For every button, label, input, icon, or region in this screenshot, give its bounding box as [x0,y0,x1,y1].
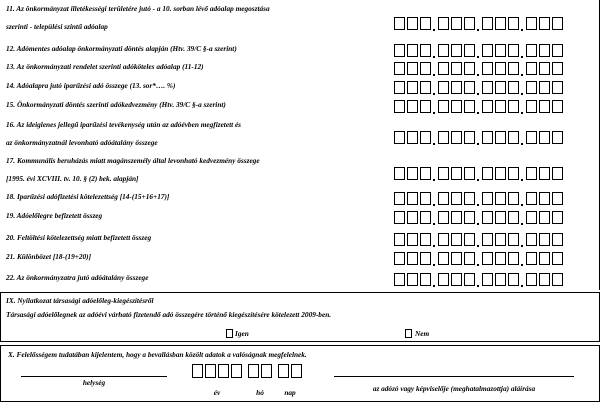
digit-box[interactable] [508,252,519,265]
digit-box[interactable] [539,131,550,144]
digit-box[interactable] [464,17,475,30]
digit-box[interactable] [495,100,506,113]
thousands-separator [433,273,436,286]
digit-box[interactable] [495,167,506,180]
thousands-separator [521,192,524,205]
digit-box[interactable] [482,252,493,265]
thousands-separator [477,17,480,30]
year-box-4[interactable] [231,364,242,378]
digit-box[interactable] [508,273,519,286]
digit-box[interactable] [482,233,493,246]
digit-box[interactable] [508,100,519,113]
thousands-separator [477,100,480,113]
digit-box[interactable] [482,81,493,94]
section10-title: X. Felelősségem tudatában kijelentem, hogy a bevallásban közölt adatok a valóságnak megfelelnek. [8,350,307,359]
row-label: 14. Adóalapra jutó iparűzési adó összege (13. sor*…. %) [6,81,176,90]
row-label: szerinti - települési szintű adóalap [6,22,108,31]
amount-boxes [394,62,565,75]
thousands-separator [477,62,480,75]
row-label: 15. Önkormányzati döntés szerinti adókedvezmény (Htv. 39/C §-a szerint) [6,100,226,109]
thousands-separator [433,131,436,144]
digit-box[interactable] [552,273,563,286]
digit-box[interactable] [420,233,431,246]
digit-box[interactable] [394,252,405,265]
row-label: 18. Iparűzési adófizetési kötelezettség [14-(15+16+17)] [6,192,170,201]
thousands-separator [521,17,524,30]
digit-box[interactable] [539,273,550,286]
digit-box[interactable] [526,131,537,144]
thousands-separator [433,100,436,113]
year-box-1[interactable] [192,364,203,378]
thousands-separator [521,62,524,75]
row-label: 22. Az önkormányzatra jutó adóátalány összege [6,273,149,282]
digit-box[interactable] [552,44,563,57]
thousands-separator [477,81,480,94]
thousands-separator [477,131,480,144]
thousands-separator [433,81,436,94]
thousands-separator [521,81,524,94]
digit-box[interactable] [438,44,449,57]
digit-box[interactable] [420,17,431,30]
digit-box[interactable] [451,62,462,75]
yes-label: Igen [235,329,249,338]
place-label: helység [82,378,106,387]
thousands-separator [521,167,524,180]
digit-box[interactable] [482,100,493,113]
row-label: 19. Adóelőlegre befizetett összeg [6,211,103,220]
digit-box[interactable] [464,131,475,144]
digit-box[interactable] [464,273,475,286]
row-label: 11. Az önkormányzat illetékességi területére jutó - a 10. sorban lévő adóalap megosztása [6,4,270,13]
digit-box[interactable] [451,211,462,224]
row-label: 17. Kommunális beruházás miatt magánszemély által levonható kedvezmény összege [6,156,260,165]
digit-box[interactable] [407,273,418,286]
digit-box[interactable] [552,62,563,75]
day-label: nap [284,388,296,397]
year-box-2[interactable] [205,364,216,378]
digit-box[interactable] [451,44,462,57]
digit-box[interactable] [539,17,550,30]
amount-boxes [394,273,565,286]
digit-box[interactable] [539,211,550,224]
digit-box[interactable] [482,17,493,30]
digit-box[interactable] [407,44,418,57]
digit-box[interactable] [552,233,563,246]
digit-box[interactable] [464,211,475,224]
digit-box[interactable] [508,17,519,30]
digit-box[interactable] [394,233,405,246]
digit-box[interactable] [438,17,449,30]
digit-box[interactable] [420,211,431,224]
digit-box[interactable] [438,100,449,113]
thousands-separator [433,233,436,246]
digit-box[interactable] [508,62,519,75]
digit-box[interactable] [407,192,418,205]
digit-box[interactable] [394,44,405,57]
digit-box[interactable] [508,192,519,205]
digit-box[interactable] [420,131,431,144]
section9-text: Társasági adóelőlegnek az adóévi várható fizetendő adó összegére történő kiegészítésére kötelezett 2009-ben. [6,310,332,319]
digit-box[interactable] [482,44,493,57]
digit-box[interactable] [394,192,405,205]
digit-box[interactable] [495,131,506,144]
thousands-separator [433,167,436,180]
digit-box[interactable] [508,81,519,94]
digit-box[interactable] [451,192,462,205]
amount-boxes [394,17,565,30]
thousands-separator [521,252,524,265]
digit-box[interactable] [420,81,431,94]
digit-box[interactable] [464,192,475,205]
digit-box[interactable] [464,100,475,113]
digit-box[interactable] [451,100,462,113]
digit-box[interactable] [482,211,493,224]
amount-boxes [394,100,565,113]
row-label: 13. Az önkormányzati rendelet szerinti adóköteles adóalap (11-12) [6,62,204,71]
thousands-separator [433,17,436,30]
digit-box[interactable] [552,81,563,94]
digit-box[interactable] [394,167,405,180]
signature-label: az adózó vagy képviselője (meghatalmazottja) aláírása [372,384,536,393]
digit-box[interactable] [394,100,405,113]
digit-box[interactable] [539,62,550,75]
digit-box[interactable] [438,233,449,246]
amount-boxes [394,252,565,265]
thousands-separator [433,211,436,224]
digit-box[interactable] [438,273,449,286]
thousands-separator [521,44,524,57]
digit-box[interactable] [495,44,506,57]
thousands-separator [477,44,480,57]
thousands-separator [521,131,524,144]
digit-box[interactable] [394,131,405,144]
digit-box[interactable] [526,44,537,57]
digit-box[interactable] [526,273,537,286]
thousands-separator [477,167,480,180]
digit-box[interactable] [451,81,462,94]
digit-box[interactable] [451,252,462,265]
amount-boxes [394,81,565,94]
thousands-separator [477,233,480,246]
digit-box[interactable] [407,17,418,30]
digit-box[interactable] [464,62,475,75]
digit-box[interactable] [508,44,519,57]
digit-box[interactable] [539,44,550,57]
digit-box[interactable] [508,211,519,224]
digit-box[interactable] [420,167,431,180]
digit-box[interactable] [539,233,550,246]
digit-box[interactable] [495,17,506,30]
year-box-3[interactable] [218,364,229,378]
digit-box[interactable] [407,131,418,144]
digit-box[interactable] [508,131,519,144]
digit-box[interactable] [394,62,405,75]
digit-box[interactable] [420,44,431,57]
signature-line[interactable] [334,376,574,377]
yes-checkbox[interactable] [226,329,233,338]
digit-box[interactable] [526,192,537,205]
month-box-2[interactable] [261,364,272,378]
place-line[interactable] [21,376,167,377]
digit-box[interactable] [420,252,431,265]
digit-box[interactable] [438,167,449,180]
thousands-separator [477,252,480,265]
thousands-separator [433,62,436,75]
digit-box[interactable] [394,81,405,94]
digit-box[interactable] [407,62,418,75]
thousands-separator [521,273,524,286]
day-box-2[interactable] [291,364,302,378]
digit-box[interactable] [394,273,405,286]
thousands-separator [433,252,436,265]
digit-box[interactable] [508,167,519,180]
thousands-separator [433,192,436,205]
digit-box[interactable] [495,211,506,224]
row-label: 16. Az ideiglenes jellegű iparűzési tevékenység után az adóévben megfizetett és [6,120,242,129]
amount-boxes [394,192,565,205]
digit-box[interactable] [539,81,550,94]
digit-box[interactable] [438,131,449,144]
digit-box[interactable] [451,233,462,246]
digit-box[interactable] [495,192,506,205]
row-label: 20. Feltöltési kötelezettség miatt befizetett összeg [6,233,152,242]
thousands-separator [521,211,524,224]
declaration-section [0,292,600,342]
signature-section [0,345,600,402]
digit-box[interactable] [438,62,449,75]
digit-box[interactable] [552,167,563,180]
day-box-1[interactable] [278,364,289,378]
digit-box[interactable] [539,100,550,113]
digit-box[interactable] [420,273,431,286]
digit-box[interactable] [464,233,475,246]
digit-box[interactable] [451,167,462,180]
digit-box[interactable] [482,62,493,75]
digit-box[interactable] [482,273,493,286]
digit-box[interactable] [482,192,493,205]
digit-box[interactable] [495,62,506,75]
thousands-separator [433,44,436,57]
digit-box[interactable] [495,233,506,246]
digit-box[interactable] [526,62,537,75]
digit-box[interactable] [526,233,537,246]
row-label: [1995. évi XCVIII. tv. 10. § (2) bek. alapján] [6,174,139,183]
digit-box[interactable] [464,44,475,57]
thousands-separator [521,100,524,113]
row-label: 12. Adómentes adóalap önkormányzati döntés alapján (Htv. 39/C §-a szerint) [6,44,237,53]
digit-box[interactable] [438,252,449,265]
digit-box[interactable] [495,81,506,94]
row-label: az önkormányzatnál levonható adóátalány összege [6,138,158,147]
digit-box[interactable] [438,192,449,205]
no-checkbox[interactable] [405,329,412,338]
digit-box[interactable] [438,81,449,94]
digit-box[interactable] [526,211,537,224]
no-label: Nem [415,329,430,338]
digit-box[interactable] [407,252,418,265]
digit-box[interactable] [407,211,418,224]
digit-box[interactable] [552,252,563,265]
digit-box[interactable] [526,252,537,265]
digit-box[interactable] [420,192,431,205]
digit-box[interactable] [526,17,537,30]
year-label: év [213,388,221,397]
digit-box[interactable] [420,100,431,113]
digit-box[interactable] [552,131,563,144]
digit-box[interactable] [464,81,475,94]
digit-box[interactable] [407,81,418,94]
section9-title: IX. Nyilatkozat társasági adóelőleg-kiegészítésről [6,296,154,305]
digit-box[interactable] [451,273,462,286]
digit-box[interactable] [539,167,550,180]
digit-box[interactable] [552,100,563,113]
digit-box[interactable] [451,131,462,144]
thousands-separator [521,233,524,246]
digit-box[interactable] [407,167,418,180]
digit-box[interactable] [482,167,493,180]
digit-box[interactable] [464,167,475,180]
thousands-separator [477,211,480,224]
row-label: 21. Különbözet [18-(19+20)] [6,252,92,261]
digit-box[interactable] [495,273,506,286]
digit-box[interactable] [394,211,405,224]
digit-box[interactable] [438,211,449,224]
amount-boxes [394,167,565,180]
digit-box[interactable] [526,167,537,180]
digit-box[interactable] [552,211,563,224]
digit-box[interactable] [407,100,418,113]
digit-box[interactable] [407,233,418,246]
amount-boxes [394,211,565,224]
digit-box[interactable] [451,17,462,30]
digit-box[interactable] [526,100,537,113]
digit-box[interactable] [526,81,537,94]
digit-box[interactable] [552,17,563,30]
amount-boxes [394,44,565,57]
digit-box[interactable] [482,131,493,144]
digit-box[interactable] [552,192,563,205]
digit-box[interactable] [495,252,506,265]
digit-box[interactable] [539,252,550,265]
digit-box[interactable] [539,192,550,205]
digit-box[interactable] [508,233,519,246]
month-label: hó [256,388,264,397]
amount-boxes [394,233,565,246]
thousands-separator [477,273,480,286]
thousands-separator [477,192,480,205]
digit-box[interactable] [394,17,405,30]
amount-boxes [394,131,565,144]
digit-box[interactable] [420,62,431,75]
digit-box[interactable] [464,252,475,265]
month-box-1[interactable] [248,364,259,378]
